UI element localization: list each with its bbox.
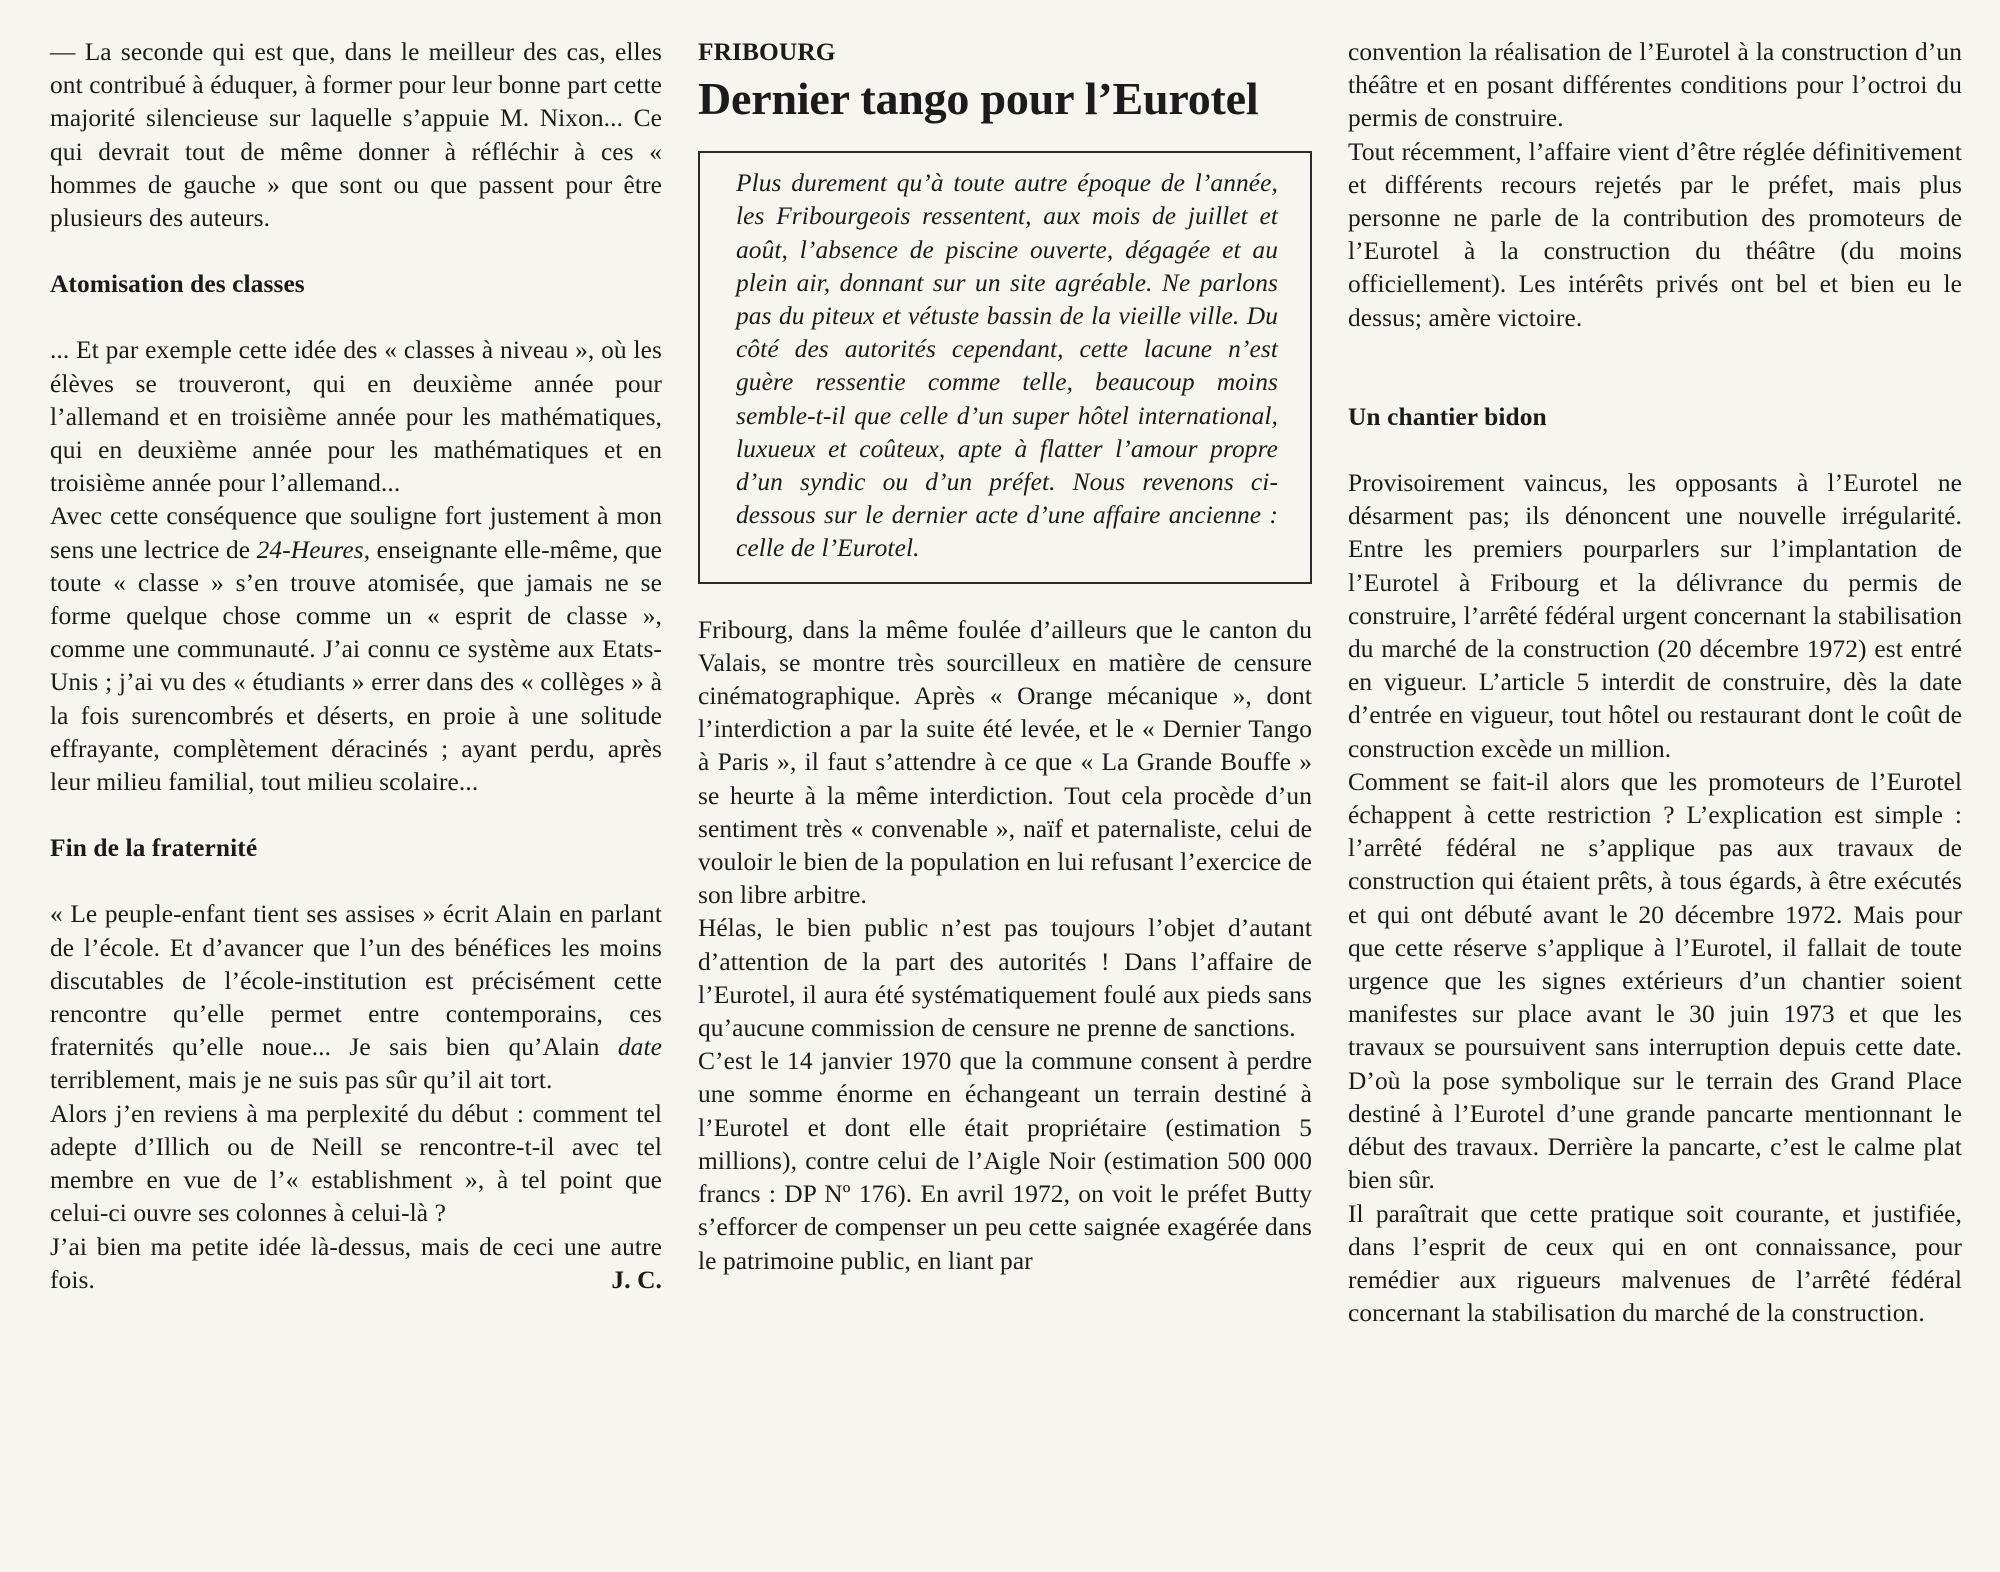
paragraph: — La seconde qui est que, dans le meilleur des cas, elles ont contribué à éduquer, à former pour leur bonne part cette majorité silencieuse sur laquelle s’appuie M. Nixon... Ce qui devrait tout de même donner à réfléchir à ces « hommes de gauche » que sont ou que passent pour être plusieurs des auteurs.: [50, 38, 662, 233]
italic-text: 24-Heures: [256, 535, 364, 564]
text-run: , enseignante elle-même, que toute « classe » s’en trouve atomisée, que jamais ne se forme quelque chose comme un « esprit de classe », comme une communauté. J’ai connu ce système aux Etats-Unis ; j’ai vu des « étudiants » errer dans des « collèges » à la fois surencombrés et déserts, en proie à une solitude effrayante, complètement déracinés ; ayant perdu, après leur milieu familial, tout milieu scolaire...: [50, 535, 662, 797]
paragraph-final: [50, 1231, 662, 1297]
text-run: Avec cette conséquence que souligne fort justement à mon sens une lectrice de: [50, 502, 662, 564]
subheading-chantier: Un chantier bidon: [1348, 402, 1547, 431]
paragraph: [50, 500, 662, 799]
dateline: FRIBOURG: [698, 38, 836, 66]
paragraph: Il paraîtrait que cette pratique soit courante, et justifiée, dans l’esprit de ceux qui en ont connaissance, pour remédier aux rigueurs malvenues de l’arrêté fédéral concernant la stabilisation du marché de la construction.: [1348, 1199, 1962, 1328]
article-headline: Dernier tango pour l’Eurotel: [698, 73, 1259, 125]
lede-box: [698, 151, 1312, 583]
author-signature: J. C.: [611, 1265, 662, 1294]
text-run: terriblement, mais je ne suis pas sûr qu’il ait tort.: [50, 1066, 553, 1095]
paragraph: Fribourg, dans la même foulée d’ailleurs que le canton du Valais, se montre très sourcilleux en matière de censure cinématographique. Après « Orange mécanique », dont l’interdiction a par la suite été levée, et le « Dernier Tango à Paris », il faut s’attendre à ce que « La Grande Bouffe » se heurte à la même interdiction. Tout cela procède d’un sentiment très « convenable », naïf et paternaliste, celui de vouloir le bien de la population en lui refusant l’exercice de son libre arbitre.: [698, 615, 1312, 910]
paragraph: ... Et par exemple cette idée des « classes à niveau », où les élèves se trouveront, qui en deuxième année pour l’allemand et en troisième année pour les mathématiques, qui en deuxième année pour les mathématiques et en troisième année pour l’allemand...: [50, 336, 662, 498]
paragraph: Tout récemment, l’affaire vient d’être réglée définitivement et différents recours rejetés par le préfet, mais plus personne ne parle de la contribution des promoteurs de l’Eurotel à la construction du théâtre (du moins officiellement). Les intérêts privés ont bel et bien eu le dessus; amère victoire.: [1348, 137, 1962, 332]
column-middle: [698, 36, 1312, 1278]
subheading-fraternite: Fin de la fraternité: [50, 834, 258, 863]
paragraph: Hélas, le bien public n’est pas toujours l’objet d’autant d’attention de la part des autorités ! Dans l’affaire de l’Eurotel, il aura été systématiquement foulé aux pieds sans qu’aucune commission de censure ne prenne de sanctions.: [698, 914, 1312, 1043]
column-right: [1348, 36, 1962, 1330]
article-body: [698, 614, 1312, 1278]
paragraph: [50, 898, 662, 1097]
column-left: [50, 36, 662, 1297]
paragraph: C’est le 14 janvier 1970 que la commune consent à perdre une somme énorme en échangeant un terrain destiné à l’Eurotel et dont elle était propriétaire (estimation 5 millions), contre celui de l’Aigle Noir (estimation 500 000 francs : DP Nº 176). En avril 1972, on voit le préfet Butty s’efforcer de compenser un peu cette saignée exagérée dans le patrimoine public, en liant par: [698, 1047, 1312, 1275]
text-run: « Le peuple-enfant tient ses assises » écrit Alain en parlant de l’école. Et d’avancer que l’un des bénéfices les moins discutables de l’école-institution est précisément cette rencontre qu’elle permet entre contemporains, ces fraternités qu’elle noue... Je sais bien qu’Alain: [50, 900, 662, 1062]
paragraph: Provisoirement vaincus, les opposants à l’Eurotel ne désarment pas; ils dénoncent une nouvelle irrégularité. Entre les premiers pourparlers sur l’implantation de l’Eurotel à Fribourg et la délivrance du permis de construire, l’arrêté fédéral urgent concernant la stabilisation du marché de la construction (20 décembre 1972) est entré en vigueur. L’article 5 interdit de construire, dès la date d’entrée en vigueur, tout hôtel ou restaurant dont le coût de construction excède un million.: [1348, 469, 1962, 763]
paragraph: Comment se fait-il alors que les promoteurs de l’Eurotel échappent à cette restriction ? L’explication est simple : l’arrêté fédéral ne s’applique pas aux travaux de construction qui étaient prêts, à tous égards, à être exécutés et qui ont débuté avant le 20 décembre 1972. Mais pour que cette réserve s’applique à l’Eurotel, il fallait de toute urgence que les signes extérieurs d’un chantier soient manifestes sur place avant le 30 juin 1973 et que les travaux se poursuivent sans interruption depuis cette date. D’où la pose symbolique sur le terrain des Grand Place destiné à l’Eurotel d’une grande pancarte mentionnant le début des travaux. Derrière la pancarte, c’est le calme plat bien sûr.: [1348, 767, 1962, 1195]
lede-text: Plus durement qu’à toute autre époque de l’année, les Fribourgeois ressentent, aux mois de juillet et août, l’absence de piscine ouverte, dégagée et au plein air, donnant sur un site agréable. Ne parlons pas du piteux et vétuste bassin de la vieille ville. Du côté des autorités cependant, cette lacune n’est guère ressentie comme telle, beaucoup moins semble-t-il que celle d’un super hôtel international, luxueux et coûteux, apte à flatter l’amour propre d’un syndic ou d’un préfet. Nous revenons ci-dessous sur le dernier acte d’une affaire ancienne : celle de l’Eurotel.: [736, 169, 1278, 563]
subheading-atomisation: Atomisation des classes: [50, 270, 305, 299]
paragraph: convention la réalisation de l’Eurotel à la construction d’un théâtre et en posant différentes conditions pour l’octroi du permis de construire.: [1348, 38, 1962, 133]
paragraph: Alors j’en reviens à ma perplexité du début : comment tel adepte d’Illich ou de Neill se rencontre-t-il avec tel membre en vue de l’« establishment », à tel point que celui-ci ouvre ses colonnes à celui-là ?: [50, 1099, 662, 1228]
italic-text: date: [617, 1033, 662, 1062]
text-run: J’ai bien ma petite idée là-dessus, mais de ceci une autre fois.: [50, 1232, 662, 1294]
